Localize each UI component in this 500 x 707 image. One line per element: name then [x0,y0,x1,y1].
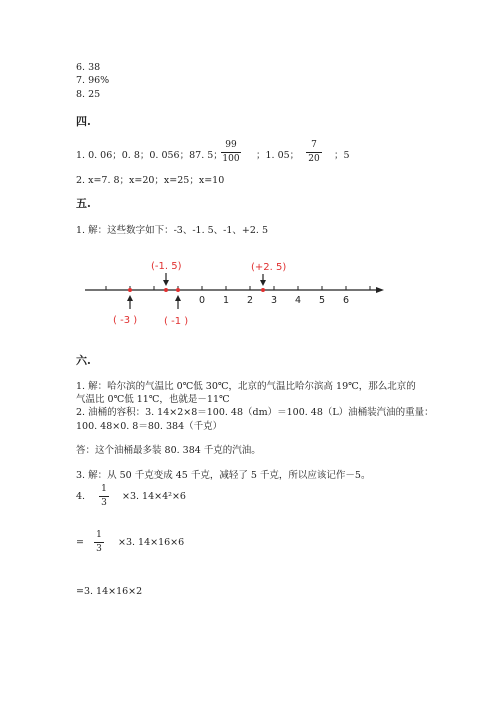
s6-q2-line1: 2. 油桶的容积：3. 14×2×8＝100. 48（dm）＝100. 48（L）油桶装汽油的重量： [76,407,434,418]
fraction-denominator: 100 [222,154,240,164]
fraction-denominator: 20 [308,154,320,164]
fraction-bar [94,542,104,543]
fraction-denominator: 3 [96,544,102,554]
arrow-up-minus-1 [175,295,181,309]
arrow-down-minus-1-5 [163,273,169,286]
s4-fraction-99-100 [221,140,241,165]
s6-q4-expr3: =3. 14×16×2 [76,586,143,597]
label-minus-3: ( -3 ) [113,315,138,326]
label-plus-2-5: (+2. 5) [251,262,287,273]
fraction-denominator: 3 [101,498,107,508]
s6-q4-equals: = [76,537,84,548]
arrow-up-minus-3 [127,295,133,309]
tick-label: 3 [270,295,278,306]
fraction-bar [221,152,241,153]
section-6-heading: 六. [76,354,91,367]
number-line [80,252,390,334]
s6-q1-line2: 气温比 0℃低 11℃，也就是－11℃ [76,394,230,405]
marker-minus-1 [176,288,180,292]
s6-q4-expr1: ×3. 14×4²×6 [122,491,186,502]
s6-q2-line2: 100. 48×0. 8＝80. 384（千克） [76,421,223,432]
tick-label: 2 [246,295,254,306]
tick-labels [199,295,349,306]
label-minus-1: ( -1 ) [164,316,189,327]
marker-minus-3 [128,288,132,292]
tick-label: 1 [222,295,230,306]
marker-plus-2-5 [261,288,265,292]
fraction-numerator: 7 [311,140,317,150]
fraction-numerator: 1 [96,530,102,540]
fraction-bar [306,152,322,153]
s6-q4-fraction-1 [99,484,109,509]
section-4-heading: 四. [76,115,91,128]
s5-q1: 1. 解：这些数字如下：-3、-1. 5、-1、+2. 5 [76,225,269,236]
tick-label: 4 [294,295,302,306]
s6-q1-line1: 1. 解：哈尔滨的气温比 0℃低 30℃，北京的气温比哈尔滨高 19℃，那么北京的 [76,381,416,392]
fraction-numerator: 99 [225,140,237,150]
s4-fraction-7-20 [306,140,322,165]
answer-7: 7. 96% [76,75,110,86]
s4-q1-suffix: ；5 [334,150,350,161]
section-5-heading: 五. [76,197,91,210]
marker-minus-1-5 [164,288,168,292]
tick-label: 0 [198,295,206,306]
tick-label: 5 [318,295,326,306]
s6-q4-label: 4. [76,491,86,502]
tick-label: 6 [342,295,350,306]
fraction-bar [99,496,109,497]
answer-6: 6. 38 [76,62,101,73]
s6-answer: 答：这个油桶最多装 80. 384 千克的汽油。 [76,445,261,456]
fraction-numerator: 1 [101,484,107,494]
s4-q1-prefix: 1. 0. 06；0. 8；0. 056；87. 5； [76,150,223,161]
label-minus-1-5: (-1. 5) [151,261,182,272]
axis-arrowhead [376,287,384,293]
arrow-down-plus-2-5 [260,274,266,286]
s4-q2: 2. x=7. 8；x=20；x=25；x=10 [76,175,225,186]
s6-q4-expr2: ×3. 14×16×6 [118,537,185,548]
s4-q1-mid: ；1. 05； [256,150,300,161]
s6-q3: 3. 解：从 50 千克变成 45 千克，减轻了 5 千克，所以应该记作－5。 [76,470,371,481]
answer-8: 8. 25 [76,89,101,100]
s6-q4-fraction-2 [94,530,104,555]
tick-marks [106,286,370,290]
